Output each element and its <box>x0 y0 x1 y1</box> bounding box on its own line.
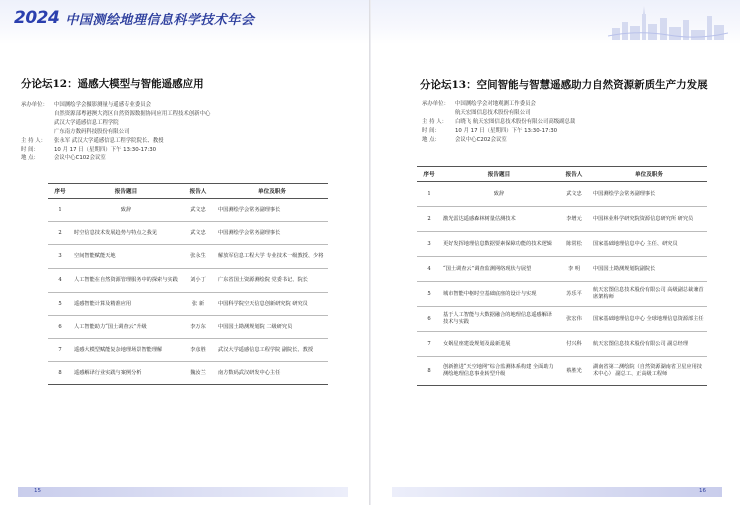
table-cell: 广东省国土资源测绘院 党委书记、院长 <box>216 269 328 293</box>
table-cell: 7 <box>48 339 72 362</box>
table-cell: 陈常松 <box>557 232 591 257</box>
table-cell: 遥感大模型赋能复杂地理场景智能理解 <box>72 339 180 362</box>
table-cell: 国家基础地理信息中心 主任、研究员 <box>591 232 707 257</box>
table-cell: 中国测绘学会常务副理事长 <box>216 199 328 222</box>
table-cell: 李增元 <box>557 207 591 232</box>
info-row: 自然资源部粤港澳大湾区自然资源数据协同应用工程技术创新中心 <box>54 110 211 117</box>
brand-title: 中国测绘地理信息科学技术年会 <box>65 12 255 28</box>
table-cell: 魏汝兰 <box>180 362 216 385</box>
info-row: 时 间： 10 月 17 日（星期四）下午 13:30-17:30 <box>21 146 157 153</box>
table-row <box>48 316 328 339</box>
table-cell: 武汉大学遥感信息工程学院 副院长、教授 <box>216 339 328 362</box>
table-cell: 8 <box>417 357 441 386</box>
table-cell: 3 <box>48 245 72 269</box>
table-cell: 中国林业科学研究院资源信息研究所 研究员 <box>591 207 707 232</box>
table-header-row <box>48 184 328 199</box>
table-cell: 中国测绘学会常务副理事长 <box>216 222 328 245</box>
table-cell: 中国测绘学会常务副理事长 <box>591 182 707 207</box>
table-row <box>417 232 707 257</box>
table-row <box>48 222 328 245</box>
info-row: 地 点： 会议中心C102会议室 <box>21 155 106 162</box>
table-cell: 张宏伟 <box>557 307 591 332</box>
table-cell: 激光雷达遥感森林树量估测技术 <box>441 207 557 232</box>
info-row: 承办单位： 中国测绘学会对地观测工作委员会 <box>422 101 536 107</box>
table-cell: 致辞 <box>72 199 180 222</box>
table-cell: “国土调查云”调查监测网络现状与展望 <box>441 257 557 282</box>
footer-band-right <box>392 487 722 497</box>
table-cell: 李彦胜 <box>180 339 216 362</box>
info-row: 航天宏图信息技术股份有限公司 <box>455 109 531 116</box>
table-cell: 南方数码武汉研发中心主任 <box>216 362 328 385</box>
table-row <box>417 207 707 232</box>
info-row: 主 持 人： 张永军 武汉大学遥感信息工程学院院长、教授 <box>21 137 164 144</box>
table-cell: 人工智能在自然资源管理服务中的探索与实践 <box>72 269 180 293</box>
table-row <box>48 339 328 362</box>
table-cell: 解放军信息工程大学 专业技术一级教授、少将 <box>216 245 328 269</box>
table-cell: 遥感解译行业实践与案例分析 <box>72 362 180 385</box>
col-header-speaker: 报告人 <box>557 167 591 182</box>
table-cell: 更好发挥地理信息数据要素保障功能的技术逻辑 <box>441 232 557 257</box>
forum-12-info <box>21 101 210 163</box>
table-row <box>417 357 707 386</box>
table-cell: 中国科学院空天信息创新研究院 研究员 <box>216 293 328 316</box>
table-row <box>48 269 328 293</box>
info-row: 武汉大学遥感信息工程学院 <box>54 119 119 126</box>
table-row <box>48 293 328 316</box>
page-number: 16 <box>699 488 706 494</box>
table-cell: 苏乐平 <box>557 282 591 307</box>
table-cell: 张永生 <box>180 245 216 269</box>
info-row: 地 点： 会议中心C202会议室 <box>422 136 507 143</box>
page-right <box>371 0 740 505</box>
info-row: 时 间： 10 月 17 日（星期四）下午 13:30-17:30 <box>422 127 558 134</box>
table-cell: 中国国土勘测规划院副院长 <box>591 257 707 282</box>
table-row <box>417 257 707 282</box>
table-cell: 航天宏图信息技术股份有限公司 副总经理 <box>591 332 707 357</box>
forum-13-title: 分论坛13：空间智能与智慧遥感助力自然资源新质生产力发展 <box>420 79 708 91</box>
table-cell: 湖南省第二测绘院（自然资源湖南省卫星应用技术中心） 副总工、正高级工程师 <box>591 357 707 386</box>
table-cell: 武文忠 <box>180 222 216 245</box>
table-cell: 蔡胜光 <box>557 357 591 386</box>
col-header-topic: 报告题目 <box>441 167 557 182</box>
table-row <box>417 182 707 207</box>
table-cell: 航天宏图信息技术股份有限公司 高级副总裁兼首席架构师 <box>591 282 707 307</box>
table-cell: 6 <box>48 316 72 339</box>
table-cell: 武文忠 <box>180 199 216 222</box>
table-cell: 基于人工智能与大数据融合的地理信息遥感解译技术与实践 <box>441 307 557 332</box>
table-cell: 2 <box>417 207 441 232</box>
table-cell: 刘小丁 <box>180 269 216 293</box>
table-cell: 5 <box>417 282 441 307</box>
table-row <box>417 307 707 332</box>
table-cell: 李 明 <box>557 257 591 282</box>
table-cell: 时空信息技术发展趋势与特点之我见 <box>72 222 180 245</box>
table-cell: 女娲星座建设规划及最新进展 <box>441 332 557 357</box>
col-header-topic: 报告题目 <box>72 184 180 199</box>
table-row <box>48 199 328 222</box>
table-cell: 4 <box>48 269 72 293</box>
col-header-unit: 单位及职务 <box>216 184 328 199</box>
table-cell: 人工智能助力“国土调查云”升级 <box>72 316 180 339</box>
table-cell: 张 新 <box>180 293 216 316</box>
table-cell: 遥感智能计算及精准应用 <box>72 293 180 316</box>
page-left <box>0 0 369 505</box>
table-cell: 4 <box>417 257 441 282</box>
footer-band-left <box>18 487 348 497</box>
col-header-no: 序号 <box>48 184 72 199</box>
table-header-row <box>417 167 707 182</box>
table-cell: 1 <box>48 199 72 222</box>
table-cell: 8 <box>48 362 72 385</box>
table-row <box>48 245 328 269</box>
info-row: 广东南方数码科技股份有限公司 <box>54 128 130 135</box>
forum-12-schedule-table <box>48 183 328 385</box>
table-cell: 1 <box>417 182 441 207</box>
forum-12-title: 分论坛12：遥感大模型与智能遥感应用 <box>21 78 204 90</box>
table-cell: 武文忠 <box>557 182 591 207</box>
table-cell: 致辞 <box>441 182 557 207</box>
table-cell: 李万东 <box>180 316 216 339</box>
col-header-no: 序号 <box>417 167 441 182</box>
col-header-speaker: 报告人 <box>180 184 216 199</box>
table-cell: 创新推进“天空地网”综合监测体系构建 全面助力测绘地理信息事业转型升级 <box>441 357 557 386</box>
table-cell: 6 <box>417 307 441 332</box>
table-cell: 付兴科 <box>557 332 591 357</box>
table-cell: 7 <box>417 332 441 357</box>
brand-year: 2024 <box>14 8 60 28</box>
forum-13-info <box>422 100 575 145</box>
col-header-unit: 单位及职务 <box>591 167 707 182</box>
info-row: 承办单位： 中国测绘学会摄影测量与遥感专业委员会 <box>21 102 152 108</box>
page-number: 15 <box>34 488 41 494</box>
table-row <box>417 332 707 357</box>
table-row <box>48 362 328 385</box>
table-cell: 城市智能中枢时空基础底座的设计与实现 <box>441 282 557 307</box>
table-cell: 中国国土勘测规划院 二级研究员 <box>216 316 328 339</box>
table-cell: 3 <box>417 232 441 257</box>
info-row: 主 持 人： 白晓飞 航天宏图信息技术股份有限公司高级副总裁 <box>422 118 576 125</box>
table-cell: 5 <box>48 293 72 316</box>
table-cell: 国家基础地理信息中心 全球地理信息资源部主任 <box>591 307 707 332</box>
forum-13-schedule-table <box>417 166 707 386</box>
table-cell: 2 <box>48 222 72 245</box>
table-row <box>417 282 707 307</box>
table-cell: 空间智能赋能天地 <box>72 245 180 269</box>
